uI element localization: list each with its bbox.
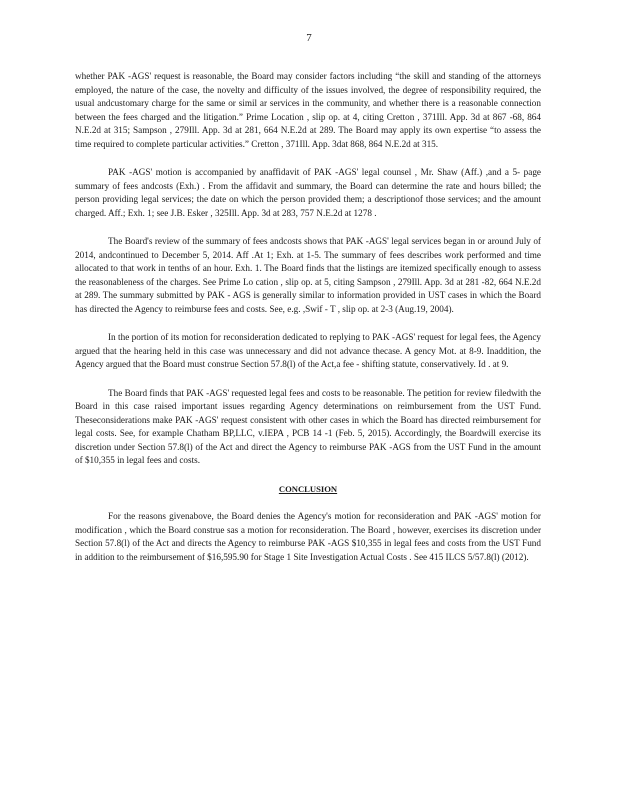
conclusion-paragraph: For the reasons givenabove, the Board denies the Agency's motion for reconsideration and PAK -AGS' motion for modification , which the Board construe sas a motion for reconsideration. The Board , however, exercises its discretion under Section 57.8(l) of the Act and directs the Agency to reimburse PAK -AGS $10,355 in legal fees and costs from the UST Fund in addition to the reimbursement of $16,595.90 for Stage 1 Site Investigation Actual Costs . See 415 ILCS 5/57.8(l) (2012). [75,511,541,562]
conclusion-heading: CONCLUSION [278,483,338,494]
paragraph-board-finding: The Board finds that PAK -AGS' requested legal fees and costs to be reasonable. The petition for review filedwith the Board in this case raised important issues regarding Agency determinations on reimbursement from the UST Fund. Theseconsiderations make PAK -AGS' request consistent with other cases in which the Board has directed reimbursement for legal costs. See, for example Chatham BP,LLC, v.IEPA , PCB 14 -1 (Feb. 5, 2015). Accordingly, the Boardwill exercise its discretion under Section 57.8(l) of the Act and direct the Agency to reimburse PAK -AGS from the UST Fund in the amount of $10,355 in legal fees and costs. [75,387,541,465]
paragraph-motion-affidavit: PAK -AGS' motion is accompanied by anaffidavit of PAK -AGS' legal counsel , Mr. Shaw (Aff.) ,and a 5- page summary of fees andcosts (Exh.) . From the affidavit and summary, the Board can determine the rate and hours billed; the person providing legal services; the date on which the person provided them; a descriptionof those services; and the amount charged. Aff.; Exh. 1; see J.B. Esker , 325Ill. App. 3d at 283, 757 N.E.2d at 1278 . [75,167,541,218]
page-number: 7 [306,32,312,44]
document-body [75,70,541,579]
paragraph-reasonableness-factors: whether PAK -AGS' request is reasonable, the Board may consider factors including “the skill and standing of the attorneys employed, the nature of the case, the novelty and difficulty of the issues involved, the degree of responsibility required, the usual andcustomary charge for the same or simil ar services in the community, and whether there is a reasonable connection between the fees charged and the litigation.” Prime Location , slip op. at 4, citing Cretton , 371Ill. App. 3d at 867 -68, 864 N.E.2d at 315; Sampson , 279Ill. App. 3d at 281, 664 N.E.2d at 289. The Board may apply its own expertise “to assess the time required to complete particular activities.” Cretton , 371Ill. App. 3dat 868, 864 N.E.2d at 315. [75,71,541,149]
paragraph-fee-review: The Board's review of the summary of fees andcosts shows that PAK -AGS' legal services began in or around July of 2014, andcontinued to December 5, 2014. Aff .At 1; Exh. at 1-5. The summary of fees describes work performed and time allocated to that work in tenths of an hour. Exh. 1. The Board finds that the listings are itemized specifically enough to assess the reasonableness of the charges. See Prime Lo cation , slip op. at 5, citing Sampson , 279Ill. App. 3d at 281 -82, 664 N.E.2d at 289. The summary submitted by PAK - AGS is generally similar to information provided in UST cases in which the Board has directed the Agency to reimburse fees and costs. See, e.g. ,Swif - T , slip op. at 2-3 (Aug.19, 2004). [75,236,541,314]
paragraph-agency-argument: In the portion of its motion for reconsideration dedicated to replying to PAK -AGS' request for legal fees, the Agency argued that the hearing held in this case was unnecessary and did not advance thecase. A gency Mot. at 8-9. Inaddition, the Agency argued that the Board must construe Section 57.8(l) of the Act,a fee - shifting statute, conservatively. Id . at 9. [75,332,541,369]
